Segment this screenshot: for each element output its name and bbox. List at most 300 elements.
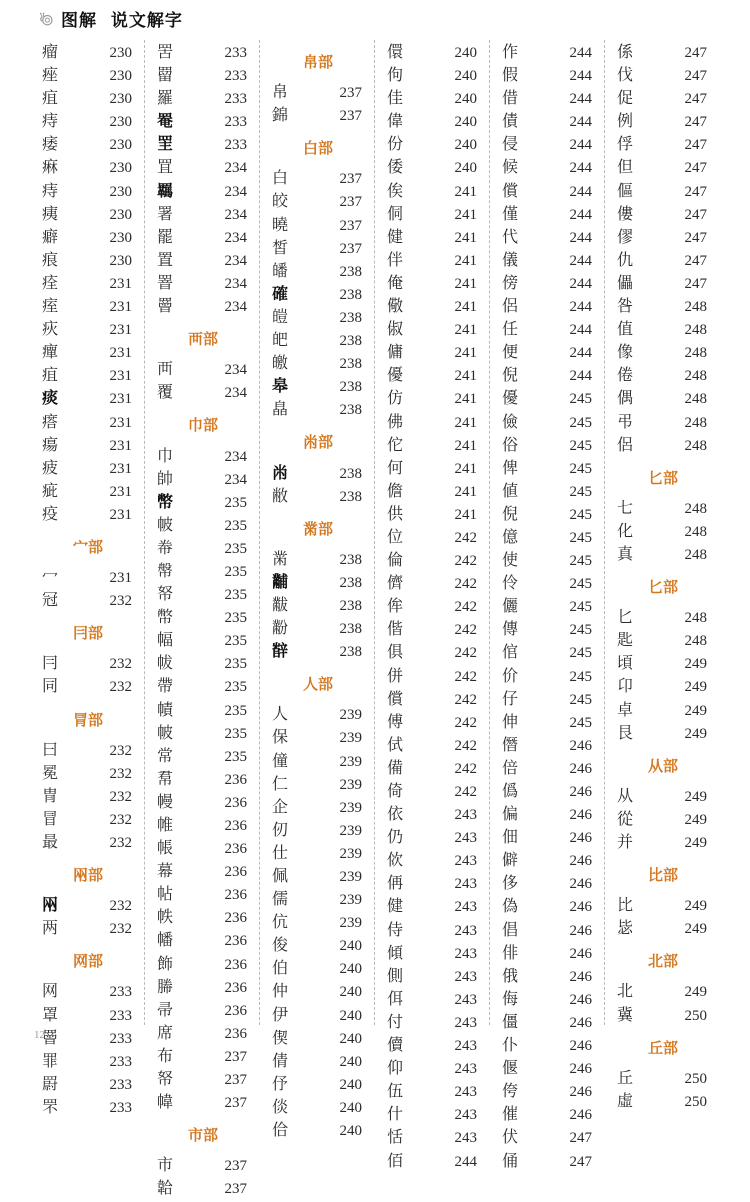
index-entry[interactable] xyxy=(387,1125,479,1148)
index-entry[interactable] xyxy=(502,340,594,363)
index-entry[interactable] xyxy=(502,1079,594,1102)
index-entry[interactable] xyxy=(502,155,594,178)
index-entry[interactable] xyxy=(42,830,134,853)
index-entry[interactable] xyxy=(387,1149,479,1172)
index-entry[interactable] xyxy=(502,987,594,1010)
index-entry[interactable] xyxy=(157,1044,249,1067)
index-entry[interactable] xyxy=(502,1010,594,1033)
index-entry[interactable] xyxy=(617,1003,709,1026)
index-entry[interactable] xyxy=(617,433,709,456)
entry-page-number: 241 xyxy=(454,183,477,200)
index-entry[interactable] xyxy=(272,956,364,979)
entry-page-number: 248 xyxy=(684,437,707,454)
index-entry[interactable] xyxy=(617,674,709,697)
index-entry[interactable] xyxy=(387,571,479,594)
index-entry[interactable] xyxy=(157,536,249,559)
index-entry[interactable] xyxy=(272,397,364,420)
index-entry[interactable] xyxy=(272,772,364,795)
index-entry[interactable] xyxy=(157,490,249,513)
index-entry[interactable] xyxy=(617,40,709,63)
index-entry[interactable] xyxy=(387,525,479,548)
index-entry[interactable] xyxy=(272,103,364,126)
index-entry[interactable] xyxy=(617,698,709,721)
index-entry[interactable] xyxy=(617,363,709,386)
index-entry[interactable] xyxy=(272,374,364,397)
index-entry[interactable] xyxy=(42,63,134,86)
index-entry[interactable] xyxy=(157,1090,249,1113)
index-entry[interactable] xyxy=(617,386,709,409)
index-entry[interactable] xyxy=(617,605,709,628)
index-entry[interactable] xyxy=(42,738,134,761)
index-entry[interactable] xyxy=(157,132,249,155)
index-entry[interactable] xyxy=(157,836,249,859)
index-entry[interactable] xyxy=(157,928,249,951)
index-entry[interactable] xyxy=(387,63,479,86)
index-entry[interactable] xyxy=(42,317,134,340)
index-entry[interactable] xyxy=(42,651,134,674)
index-entry[interactable] xyxy=(387,941,479,964)
index-entry[interactable] xyxy=(272,1072,364,1095)
index-entry[interactable] xyxy=(157,952,249,975)
index-entry[interactable] xyxy=(42,1095,134,1118)
index-entry[interactable] xyxy=(387,202,479,225)
index-entry[interactable] xyxy=(502,479,594,502)
index-entry[interactable] xyxy=(42,479,134,502)
entry-page-number: 242 xyxy=(454,737,477,754)
index-entry[interactable] xyxy=(157,225,249,248)
index-entry[interactable] xyxy=(272,189,364,212)
index-entry[interactable] xyxy=(387,918,479,941)
index-entry[interactable] xyxy=(157,202,249,225)
index-entry[interactable] xyxy=(42,1072,134,1095)
index-entry[interactable] xyxy=(502,964,594,987)
entry-page-number: 244 xyxy=(569,229,592,246)
index-entry[interactable] xyxy=(272,166,364,189)
index-entry[interactable] xyxy=(157,651,249,674)
index-entry[interactable] xyxy=(387,294,479,317)
index-entry[interactable] xyxy=(42,202,134,225)
entry-page-number: 247 xyxy=(569,1130,592,1147)
index-entry[interactable] xyxy=(617,317,709,340)
index-entry[interactable] xyxy=(42,502,134,525)
entry-character: 毖 xyxy=(617,918,634,938)
index-entry[interactable] xyxy=(502,132,594,155)
index-entry[interactable] xyxy=(502,894,594,917)
index-entry[interactable] xyxy=(42,294,134,317)
entry-character: 疵 xyxy=(42,480,59,500)
entry-character: 侈 xyxy=(502,873,519,893)
index-entry[interactable] xyxy=(387,179,479,202)
index-entry[interactable] xyxy=(502,918,594,941)
index-entry[interactable] xyxy=(42,456,134,479)
index-entry[interactable] xyxy=(42,433,134,456)
entry-character: 僇 xyxy=(617,226,634,246)
index-entry[interactable] xyxy=(272,1095,364,1118)
index-entry[interactable] xyxy=(157,248,249,271)
index-entry[interactable] xyxy=(502,548,594,571)
index-entry[interactable] xyxy=(387,155,479,178)
entry-page-number: 236 xyxy=(224,841,247,858)
entry-character: 疫 xyxy=(42,503,59,523)
index-entry[interactable] xyxy=(272,461,364,484)
index-entry[interactable] xyxy=(272,570,364,593)
index-entry[interactable] xyxy=(502,687,594,710)
index-entry[interactable] xyxy=(42,893,134,916)
index-entry[interactable] xyxy=(157,698,249,721)
index-entry[interactable] xyxy=(502,1125,594,1148)
index-entry[interactable] xyxy=(272,305,364,328)
index-entry[interactable] xyxy=(617,496,709,519)
index-entry[interactable] xyxy=(157,444,249,467)
index-entry[interactable] xyxy=(387,640,479,663)
index-entry[interactable] xyxy=(42,132,134,155)
index-entry[interactable] xyxy=(272,725,364,748)
index-entry[interactable] xyxy=(272,887,364,910)
index-entry[interactable] xyxy=(617,248,709,271)
index-entry[interactable] xyxy=(617,109,709,132)
index-entry[interactable] xyxy=(387,225,479,248)
index-entry[interactable] xyxy=(502,202,594,225)
index-entry[interactable] xyxy=(617,410,709,433)
index-entry[interactable] xyxy=(387,479,479,502)
index-entry[interactable] xyxy=(387,1102,479,1125)
index-entry[interactable] xyxy=(387,271,479,294)
index-entry[interactable] xyxy=(157,1153,249,1176)
entry-page-number: 245 xyxy=(569,668,592,685)
index-entry[interactable] xyxy=(387,825,479,848)
index-entry[interactable] xyxy=(42,410,134,433)
index-entry[interactable] xyxy=(42,916,134,939)
index-entry[interactable] xyxy=(272,639,364,662)
index-entry[interactable] xyxy=(387,687,479,710)
index-entry[interactable] xyxy=(387,987,479,1010)
index-entry[interactable] xyxy=(617,225,709,248)
index-entry[interactable] xyxy=(42,340,134,363)
index-entry[interactable] xyxy=(502,756,594,779)
index-entry[interactable] xyxy=(42,40,134,63)
index-entry[interactable] xyxy=(387,871,479,894)
index-entry[interactable] xyxy=(42,386,134,409)
index-entry[interactable] xyxy=(272,702,364,725)
index-entry[interactable] xyxy=(42,1049,134,1072)
index-entry[interactable] xyxy=(502,1149,594,1172)
index-entry[interactable] xyxy=(157,380,249,403)
index-entry[interactable] xyxy=(387,802,479,825)
entry-character: 值 xyxy=(617,319,634,339)
index-entry[interactable] xyxy=(42,807,134,830)
index-entry[interactable] xyxy=(42,155,134,178)
entry-page-number: 243 xyxy=(454,807,477,824)
index-entry[interactable] xyxy=(157,513,249,536)
entry-page-number: 231 xyxy=(109,414,132,431)
column-content xyxy=(490,40,604,1172)
entry-page-number: 233 xyxy=(109,1053,132,1070)
index-entry[interactable] xyxy=(387,109,479,132)
entry-page-number: 246 xyxy=(569,737,592,754)
index-entry[interactable] xyxy=(272,1003,364,1026)
index-entry[interactable] xyxy=(617,340,709,363)
index-entry[interactable] xyxy=(502,871,594,894)
index-entry[interactable] xyxy=(42,1003,134,1026)
index-entry[interactable] xyxy=(617,519,709,542)
entry-page-number: 244 xyxy=(569,252,592,269)
index-entry[interactable] xyxy=(387,1079,479,1102)
entry-character: 使 xyxy=(502,550,519,570)
index-entry[interactable] xyxy=(502,410,594,433)
index-entry[interactable] xyxy=(502,109,594,132)
entry-character: 常 xyxy=(157,745,174,765)
index-entry[interactable] xyxy=(502,248,594,271)
index-entry[interactable] xyxy=(387,756,479,779)
index-entry[interactable] xyxy=(387,617,479,640)
index-entry[interactable] xyxy=(157,721,249,744)
index-entry[interactable] xyxy=(617,202,709,225)
index-entry[interactable] xyxy=(387,848,479,871)
entry-page-number: 249 xyxy=(684,898,707,915)
index-entry[interactable] xyxy=(617,132,709,155)
index-entry[interactable] xyxy=(42,109,134,132)
index-entry[interactable] xyxy=(157,813,249,836)
index-entry[interactable] xyxy=(157,357,249,380)
index-entry[interactable] xyxy=(617,651,709,674)
index-entry[interactable] xyxy=(157,998,249,1021)
index-entry[interactable] xyxy=(502,825,594,848)
index-entry[interactable] xyxy=(502,664,594,687)
index-entry[interactable] xyxy=(157,40,249,63)
index-entry[interactable] xyxy=(42,248,134,271)
index-entry[interactable] xyxy=(157,155,249,178)
index-entry[interactable] xyxy=(617,155,709,178)
index-entry[interactable] xyxy=(42,674,134,697)
index-entry[interactable] xyxy=(502,386,594,409)
index-entry[interactable] xyxy=(502,179,594,202)
entry-page-number: 241 xyxy=(454,437,477,454)
index-entry[interactable] xyxy=(157,1176,249,1199)
entry-character: 僻 xyxy=(502,850,519,870)
index-entry[interactable] xyxy=(502,733,594,756)
index-entry[interactable] xyxy=(157,109,249,132)
index-entry[interactable] xyxy=(502,40,594,63)
index-entry[interactable] xyxy=(387,86,479,109)
index-entry[interactable] xyxy=(387,410,479,433)
index-entry[interactable] xyxy=(272,616,364,639)
index-entry[interactable] xyxy=(157,975,249,998)
entry-page-number: 235 xyxy=(224,610,247,627)
index-entry[interactable] xyxy=(157,63,249,86)
index-entry[interactable] xyxy=(157,767,249,790)
index-entry[interactable] xyxy=(502,617,594,640)
index-entry[interactable] xyxy=(157,605,249,628)
index-entry[interactable] xyxy=(272,1118,364,1141)
index-entry[interactable] xyxy=(157,905,249,928)
index-entry[interactable] xyxy=(617,830,709,853)
index-entry[interactable] xyxy=(42,588,134,611)
index-entry[interactable] xyxy=(157,582,249,605)
index-entry[interactable] xyxy=(157,271,249,294)
index-entry[interactable] xyxy=(272,351,364,374)
index-entry[interactable] xyxy=(617,542,709,565)
index-entry[interactable] xyxy=(387,779,479,802)
index-entry[interactable] xyxy=(387,317,479,340)
index-entry[interactable] xyxy=(387,594,479,617)
index-entry[interactable] xyxy=(42,271,134,294)
index-entry[interactable] xyxy=(502,294,594,317)
entry-character: 佩 xyxy=(272,866,289,885)
index-entry[interactable] xyxy=(42,179,134,202)
index-entry[interactable] xyxy=(157,628,249,651)
index-entry[interactable] xyxy=(272,841,364,864)
index-entry[interactable] xyxy=(42,86,134,109)
index-entry[interactable] xyxy=(157,790,249,813)
index-entry[interactable] xyxy=(387,894,479,917)
index-entry[interactable] xyxy=(387,964,479,987)
index-entry[interactable] xyxy=(387,456,479,479)
index-entry[interactable] xyxy=(617,979,709,1002)
index-entry[interactable] xyxy=(617,628,709,651)
index-entry[interactable] xyxy=(157,179,249,202)
index-entry[interactable] xyxy=(502,640,594,663)
index-entry[interactable] xyxy=(157,859,249,882)
index-entry[interactable] xyxy=(617,893,709,916)
index-entry[interactable] xyxy=(502,802,594,825)
index-entry[interactable] xyxy=(617,294,709,317)
index-entry[interactable] xyxy=(387,40,479,63)
index-entry[interactable] xyxy=(617,271,709,294)
index-entry[interactable] xyxy=(42,761,134,784)
index-entry[interactable] xyxy=(272,979,364,1002)
index-entry[interactable] xyxy=(387,248,479,271)
index-entry[interactable] xyxy=(272,933,364,956)
index-entry[interactable] xyxy=(387,1056,479,1079)
index-entry[interactable] xyxy=(387,363,479,386)
index-entry[interactable] xyxy=(617,807,709,830)
index-entry[interactable] xyxy=(157,294,249,317)
index-entry[interactable] xyxy=(617,916,709,939)
index-entry[interactable] xyxy=(157,467,249,490)
index-entry[interactable] xyxy=(502,271,594,294)
index-entry[interactable] xyxy=(502,848,594,871)
index-entry[interactable] xyxy=(272,484,364,507)
index-entry[interactable] xyxy=(272,236,364,259)
index-entry[interactable] xyxy=(42,784,134,807)
index-entry[interactable] xyxy=(272,593,364,616)
entry-character: 俄 xyxy=(502,965,519,985)
index-entry[interactable] xyxy=(502,594,594,617)
entry-page-number: 231 xyxy=(109,275,132,292)
index-entry[interactable] xyxy=(157,86,249,109)
index-entry[interactable] xyxy=(42,979,134,1002)
index-entry[interactable] xyxy=(272,547,364,570)
index-entry[interactable] xyxy=(387,386,479,409)
entry-page-number: 239 xyxy=(339,915,362,932)
index-entry[interactable] xyxy=(502,363,594,386)
index-entry[interactable] xyxy=(272,749,364,772)
index-entry[interactable] xyxy=(272,795,364,818)
index-entry[interactable] xyxy=(272,80,364,103)
entry-character: 㒳 xyxy=(42,895,59,915)
index-entry[interactable] xyxy=(272,328,364,351)
index-entry[interactable] xyxy=(502,502,594,525)
index-entry[interactable] xyxy=(157,882,249,905)
index-entry[interactable] xyxy=(502,571,594,594)
index-entry[interactable] xyxy=(272,1026,364,1049)
index-entry[interactable] xyxy=(387,548,479,571)
index-entry[interactable] xyxy=(387,340,479,363)
index-entry[interactable] xyxy=(157,744,249,767)
entry-character: 罨 xyxy=(157,111,174,131)
entry-character: 傳 xyxy=(502,619,519,639)
index-entry[interactable] xyxy=(502,225,594,248)
index-entry[interactable] xyxy=(502,710,594,733)
index-entry[interactable] xyxy=(502,63,594,86)
index-entry[interactable] xyxy=(502,1056,594,1079)
index-entry[interactable] xyxy=(272,213,364,236)
index-entry[interactable] xyxy=(617,63,709,86)
index-entry[interactable] xyxy=(272,259,364,282)
index-entry[interactable] xyxy=(272,282,364,305)
index-entry[interactable] xyxy=(617,1066,709,1089)
index-entry[interactable] xyxy=(502,86,594,109)
index-entry[interactable] xyxy=(387,1010,479,1033)
index-entry[interactable] xyxy=(617,86,709,109)
index-entry[interactable] xyxy=(272,818,364,841)
index-entry[interactable] xyxy=(502,317,594,340)
index-entry[interactable] xyxy=(502,525,594,548)
index-entry[interactable] xyxy=(272,864,364,887)
index-entry[interactable] xyxy=(42,565,134,588)
index-entry[interactable] xyxy=(42,363,134,386)
entry-character: 佳 xyxy=(387,88,404,108)
entry-character: 俑 xyxy=(502,1150,519,1170)
index-entry[interactable] xyxy=(157,1067,249,1090)
index-entry[interactable] xyxy=(502,1102,594,1125)
index-entry[interactable] xyxy=(502,779,594,802)
index-entry[interactable] xyxy=(502,456,594,479)
entry-page-number: 238 xyxy=(339,551,362,568)
index-entry[interactable] xyxy=(387,664,479,687)
index-entry[interactable] xyxy=(617,721,709,744)
index-entry[interactable] xyxy=(387,733,479,756)
index-entry[interactable] xyxy=(387,502,479,525)
entry-character: 帶 xyxy=(157,676,174,696)
index-entry[interactable] xyxy=(272,910,364,933)
index-entry[interactable] xyxy=(42,1026,134,1049)
index-entry[interactable] xyxy=(502,941,594,964)
index-entry[interactable] xyxy=(272,1049,364,1072)
index-entry[interactable] xyxy=(617,784,709,807)
entry-page-number: 235 xyxy=(224,517,247,534)
index-entry[interactable] xyxy=(617,179,709,202)
index-entry[interactable] xyxy=(157,1021,249,1044)
entry-character: 虛 xyxy=(617,1090,634,1110)
index-entry[interactable] xyxy=(387,433,479,456)
index-entry[interactable] xyxy=(42,225,134,248)
index-entry[interactable] xyxy=(502,433,594,456)
index-entry[interactable] xyxy=(387,132,479,155)
column-content xyxy=(260,51,374,1141)
entry-character: 仇 xyxy=(617,249,634,269)
entry-character: 儕 xyxy=(387,573,404,593)
entry-character: 帑 xyxy=(157,584,174,604)
entry-character: 僵 xyxy=(502,1011,519,1031)
index-entry[interactable] xyxy=(157,559,249,582)
entry-character: 罻 xyxy=(42,1073,59,1093)
index-entry[interactable] xyxy=(387,710,479,733)
index-entry[interactable] xyxy=(157,674,249,697)
entry-page-number: 239 xyxy=(339,707,362,724)
entry-page-number: 246 xyxy=(569,760,592,777)
index-entry[interactable] xyxy=(617,1089,709,1112)
